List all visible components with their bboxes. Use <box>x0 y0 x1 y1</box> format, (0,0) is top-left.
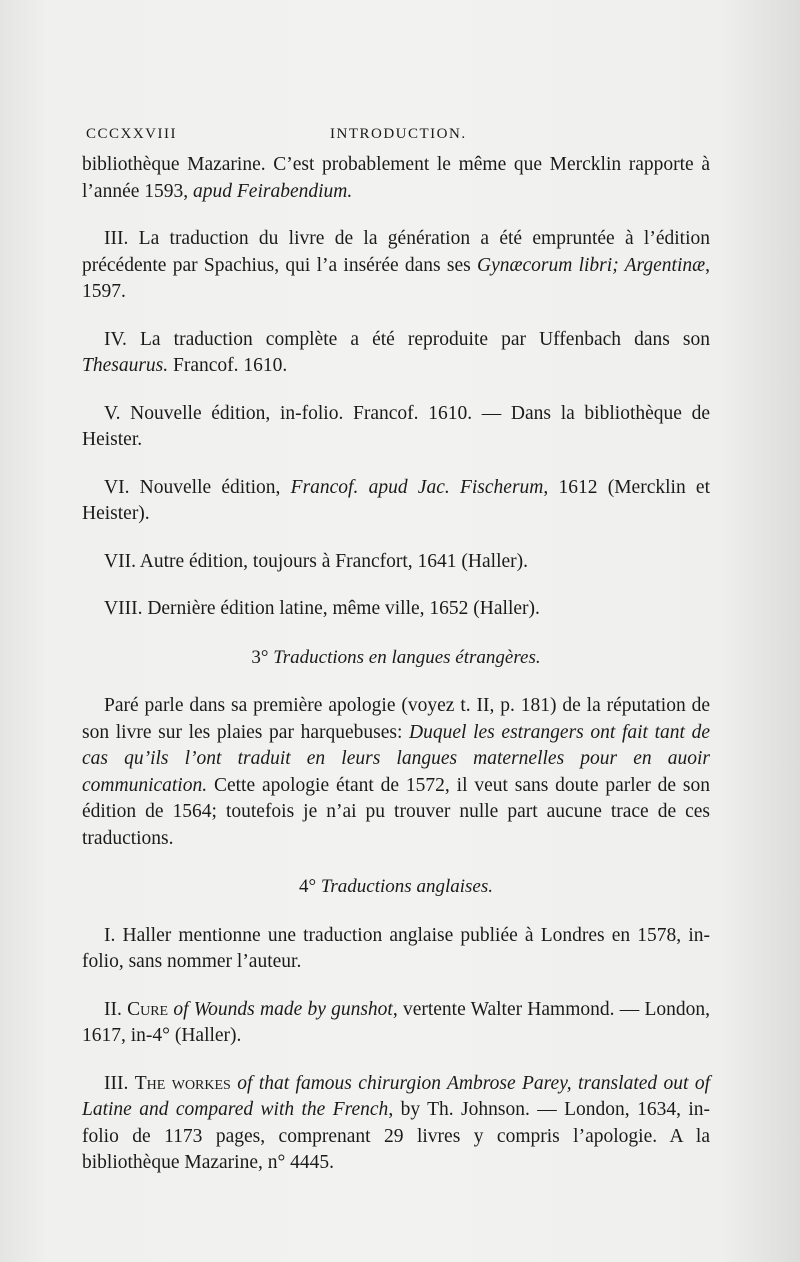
paragraph-english-i: I. Haller mentionne une traduction anglaise publiée à Londres en 1578, in-folio, sans nommer l’auteur. <box>82 924 710 972</box>
section-heading-3 <box>82 645 710 672</box>
paragraph-item-vi <box>82 475 710 528</box>
section-title: Traductions anglaises. <box>320 876 493 897</box>
paragraph-text: III. <box>104 1072 135 1094</box>
page-folio: CCCXXVIII <box>86 126 177 142</box>
paragraph-italic: Francof. apud Jac. Fischerum <box>290 476 544 498</box>
paragraph-item-v: V. Nouvelle édition, in-folio. Francof. 1610. — Dans la bibliothèque de Heister. <box>82 402 710 450</box>
paragraph-item-iii <box>82 226 710 306</box>
page-body <box>82 152 710 1177</box>
paragraph-italic: of Wounds made by gunshot <box>168 998 393 1020</box>
paragraph-text: , by Th. Johnson. — London, 1634, in-folio de 1173 pages, comprenant 29 livres y compris l’apologie. A la bibliothèque Mazarine, n° 4445. <box>82 1099 710 1173</box>
paragraph-text: , 1597. <box>82 254 710 302</box>
paragraph-italic-quote: Duquel les estrangers ont fait tant de cas qu’ils l’ont traduit en leurs langues maternelles pour en auoir communication. <box>82 721 710 796</box>
paragraph-italic: Thesaurus. <box>82 355 169 376</box>
paragraph-text: Cette apologie étant de 1572, il veut sans doute parler de son édition de 1564; toutefois je n’ai pu trouver nulle part aucune trace de ces traductions. <box>82 774 710 849</box>
section-number: 4° <box>299 876 321 897</box>
paragraph-text: , vertente Walter Hammond. — London, 1617, in-4° (Haller). <box>82 998 710 1046</box>
paragraph-italic: apud Feirabendium. <box>193 180 353 202</box>
paragraph-smallcaps: Cure <box>127 998 169 1020</box>
paragraph-italic: of that famous chirurgion Ambrose Parey, translated out of Latine and compared with the French <box>82 1072 711 1120</box>
paragraph-item-iv <box>82 327 710 380</box>
section-title: Traductions en langues étrangères. <box>273 646 541 668</box>
paragraph-text: II. <box>104 998 128 1020</box>
paragraph-text: VI. Nouvelle édition, <box>104 476 291 498</box>
paragraph-text: IV. La traduction complète a été reproduite par Uffenbach dans son <box>104 328 710 350</box>
paragraph-text: Francof. 1610. <box>168 355 288 376</box>
paragraph-item-vii: VII. Autre édition, toujours à Francfort, 1641 (Haller). <box>104 550 529 572</box>
paragraph-text: bibliothèque Mazarine. C’est probablement le même que Mercklin rapporte à l’année 1593, <box>82 154 710 202</box>
section-number: 3° <box>251 646 274 668</box>
paragraph-english-iii <box>82 1071 710 1177</box>
paragraph-text: Paré parle dans sa première apologie (voyez t. II, p. 181) de la réputation de son livre sur les plaies par harquebuses: <box>82 695 710 743</box>
paragraph-apologie <box>82 693 710 852</box>
paragraph-item-viii: VIII. Dernière édition latine, même ville, 1652 (Haller). <box>104 598 540 619</box>
paragraph-english-ii <box>82 997 710 1050</box>
paragraph-text: , 1612 (Mercklin et Heister). <box>82 476 710 524</box>
section-heading-4 <box>82 874 710 901</box>
paragraph-smallcaps: The workes <box>134 1072 231 1094</box>
paragraph-text: III. La traduction du livre de la génération a été empruntée à l’édition précédente par Spachius, qui l’a insérée dans ses <box>82 228 710 276</box>
paragraph-italic: Gynæcorum libri; Argentinæ <box>477 254 706 276</box>
running-title: INTRODUCTION. <box>330 126 467 142</box>
paragraph-continuation <box>82 152 710 205</box>
